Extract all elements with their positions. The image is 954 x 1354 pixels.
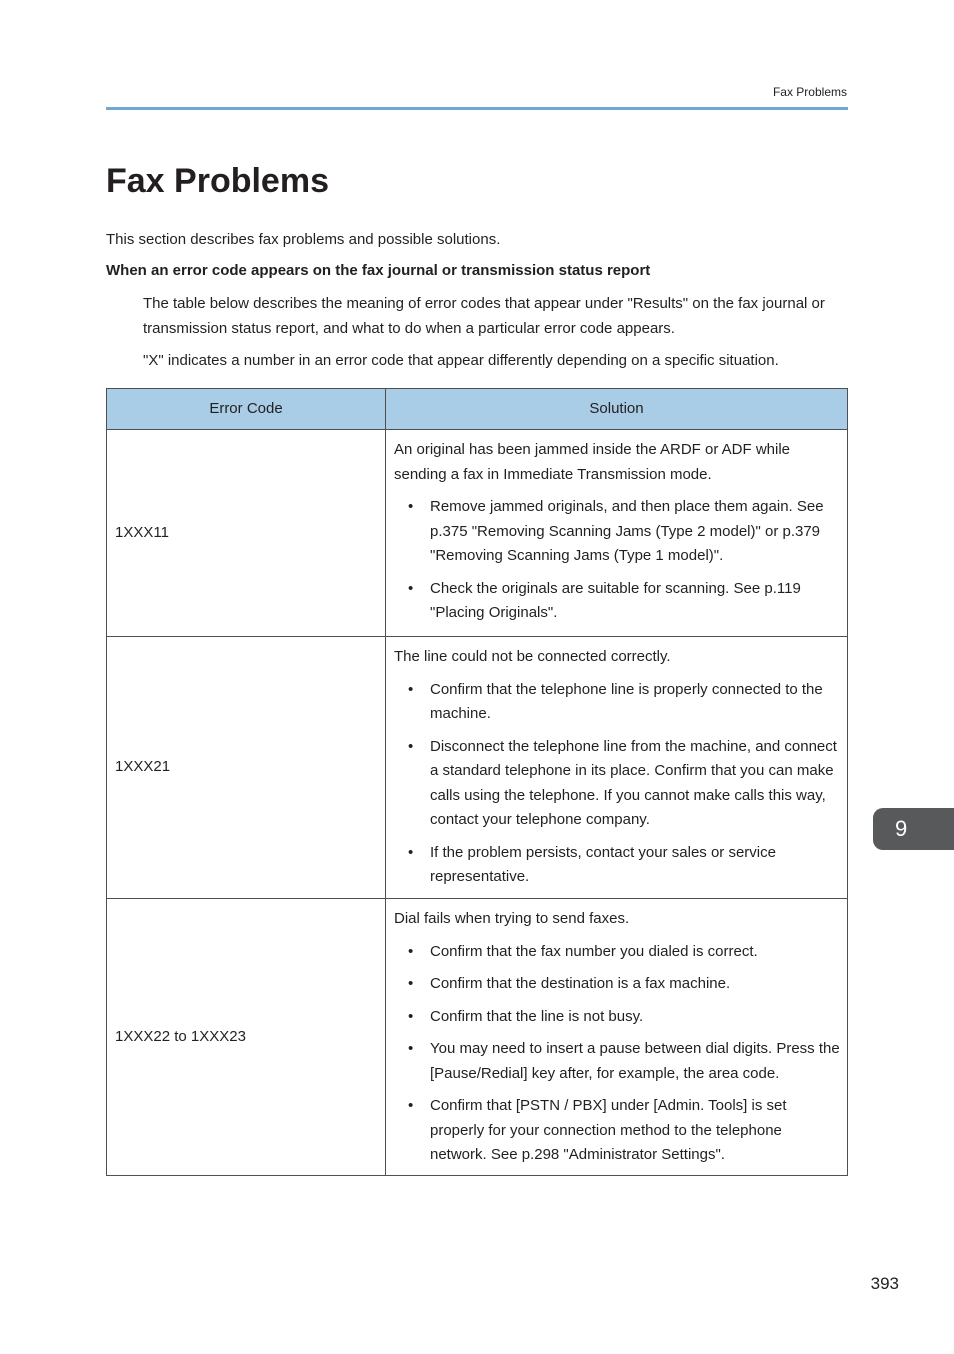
table-row bbox=[107, 637, 848, 899]
solution-item: • Confirm that the line is not busy. bbox=[394, 1005, 841, 1030]
section-subheading: When an error code appears on the fax journal or transmission status report bbox=[106, 262, 651, 279]
solution-item: • You may need to insert a pause between dial digits. Press the [Pause/Redial] key after, for example, the area code. bbox=[394, 1037, 841, 1086]
solution-cell bbox=[386, 637, 848, 899]
solution-cell bbox=[386, 899, 848, 1176]
header-rule bbox=[106, 107, 848, 110]
error-code-cell: 1XXX22 to 1XXX23 bbox=[107, 899, 386, 1176]
solution-intro: An original has been jammed inside the ARDF or ADF while sending a fax in Immediate Transmission mode. bbox=[394, 441, 791, 483]
column-header-solution: Solution bbox=[386, 389, 848, 430]
solution-item: • Confirm that the destination is a fax machine. bbox=[394, 972, 841, 997]
solution-list bbox=[394, 495, 841, 626]
solution-item: • Confirm that [PSTN / PBX] under [Admin. Tools] is set properly for your connection method to the telephone network. See p.298 "Administrator Settings". bbox=[394, 1094, 841, 1168]
error-code-table bbox=[106, 388, 848, 1176]
solution-item: • If the problem persists, contact your sales or service representative. bbox=[394, 841, 841, 890]
running-header-title: Fax Problems bbox=[772, 85, 847, 99]
error-code-cell: 1XXX21 bbox=[107, 637, 386, 899]
error-code-cell: 1XXX11 bbox=[107, 430, 386, 637]
chapter-tab: 9 bbox=[873, 808, 954, 850]
page-title: Fax Problems bbox=[106, 162, 329, 200]
solution-intro: The line could not be connected correctly. bbox=[394, 648, 671, 665]
solution-intro: Dial fails when trying to send faxes. bbox=[394, 910, 630, 927]
solution-list bbox=[394, 678, 841, 890]
solution-item: • Remove jammed originals, and then place them again. See p.375 "Removing Scanning Jams (Type 2 model)" or p.379 "Removing Scanning Jams (Type 1 model)". bbox=[394, 495, 841, 569]
solution-list bbox=[394, 940, 841, 1168]
description-paragraph: "X" indicates a number in an error code that appear differently depending on a specific situation. bbox=[143, 352, 779, 369]
page-number: 393 bbox=[870, 1274, 899, 1293]
solution-item: • Disconnect the telephone line from the machine, and connect a standard telephone in its place. Confirm that you can make calls using the telephone. If you cannot make calls this way, contact your telephone company. bbox=[394, 735, 841, 833]
solution-cell bbox=[386, 430, 848, 637]
column-header-error-code: Error Code bbox=[107, 389, 386, 430]
description-paragraph: The table below describes the meaning of error codes that appear under "Results" on the fax journal or transmission status report, and what to do when a particular error code appears. bbox=[143, 295, 825, 337]
solution-item: • Confirm that the fax number you dialed is correct. bbox=[394, 940, 841, 965]
table-row bbox=[107, 899, 848, 1176]
solution-item: • Check the originals are suitable for scanning. See p.119 "Placing Originals". bbox=[394, 577, 841, 626]
table-row bbox=[107, 430, 848, 637]
solution-item: • Confirm that the telephone line is properly connected to the machine. bbox=[394, 678, 841, 727]
intro-paragraph: This section describes fax problems and possible solutions. bbox=[106, 231, 501, 248]
table-header-row bbox=[107, 389, 848, 430]
